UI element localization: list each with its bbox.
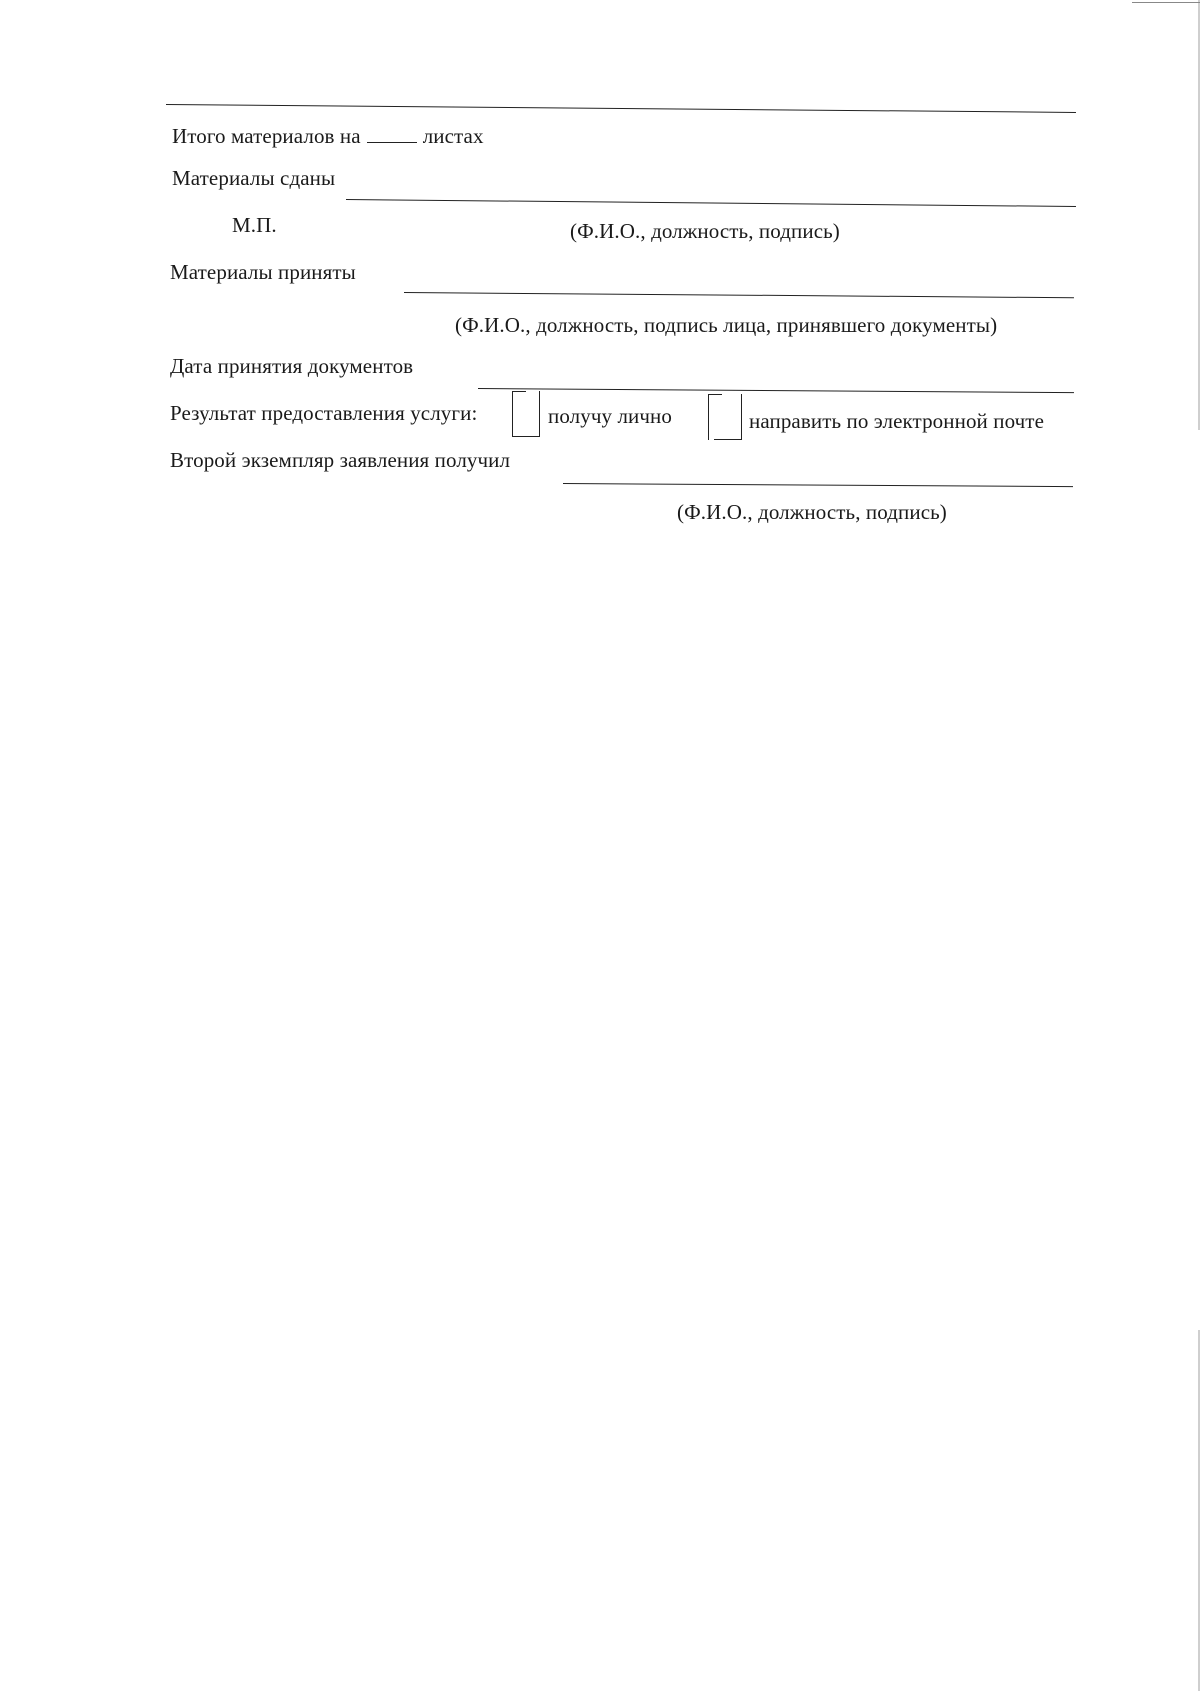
top-rule — [166, 104, 1076, 113]
stamp-label: М.П. — [232, 213, 277, 237]
accepted-caption: (Ф.И.О., должность, подпись лица, принявшего документы) — [455, 313, 998, 337]
second-copy-signature-line[interactable] — [563, 483, 1073, 487]
email-delivery-checkbox[interactable] — [708, 394, 742, 440]
personal-pickup-checkbox[interactable] — [512, 391, 540, 437]
email-delivery-label: направить по электронной почте — [749, 409, 1045, 433]
second-copy-label: Второй экземпляр заявления получил — [170, 448, 511, 472]
total-materials-suffix: листах — [422, 124, 484, 148]
submitted-signature-line[interactable] — [346, 199, 1076, 207]
personal-pickup-label: получу лично — [548, 404, 672, 428]
accepted-label: Материалы приняты — [170, 260, 356, 284]
date-label: Дата принятия документов — [170, 354, 414, 378]
total-materials-prefix: Итого материалов на — [172, 124, 361, 148]
second-copy-caption: (Ф.И.О., должность, подпись) — [677, 500, 947, 524]
result-label: Результат предоставления услуги: — [170, 401, 478, 425]
submitted-label: Материалы сданы — [172, 166, 336, 190]
scan-top-corner-mark — [1132, 2, 1200, 3]
submitted-caption: (Ф.И.О., должность, подпись) — [570, 219, 840, 243]
date-line[interactable] — [478, 388, 1074, 393]
sheets-count-field[interactable] — [367, 124, 417, 143]
accepted-signature-line[interactable] — [404, 292, 1074, 298]
total-materials-line — [172, 124, 484, 147]
